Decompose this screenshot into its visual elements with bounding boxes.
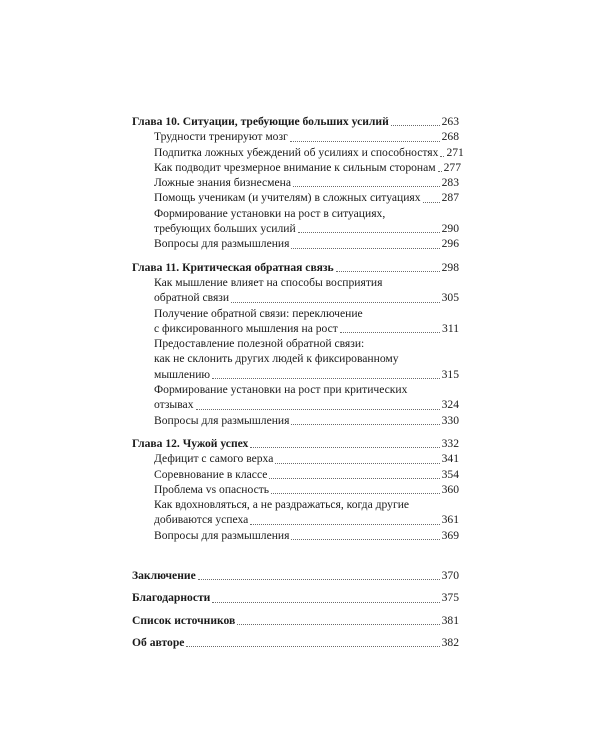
- dot-leader: [269, 478, 439, 479]
- dot-leader: [196, 409, 440, 410]
- page-number: 324: [441, 398, 459, 412]
- page-number: 283: [441, 176, 459, 190]
- toc-item[interactable]: [154, 175, 459, 190]
- item-title: обратной связи: [154, 291, 230, 305]
- item-title-line: как не склонить других людей к фиксированному: [154, 352, 399, 366]
- toc-item[interactable]: [154, 160, 459, 175]
- toc-item[interactable]: [154, 482, 459, 497]
- toc-item[interactable]: [154, 497, 459, 528]
- toc-item[interactable]: [154, 336, 459, 382]
- item-title: добиваются успеха: [154, 513, 249, 527]
- item-title-line: Как вдохновляться, а не раздражаться, когда другие: [154, 498, 410, 512]
- chapter-title: Об авторе: [132, 635, 185, 649]
- dot-leader: [298, 232, 440, 233]
- page-number: 360: [441, 482, 459, 496]
- item-title: Соревнование в классе: [154, 467, 268, 481]
- item-title: Как подводит чрезмерное внимание к сильным сторонам: [154, 160, 436, 174]
- dot-leader: [291, 424, 439, 425]
- item-title: мышлению: [154, 367, 211, 381]
- dot-leader: [186, 646, 439, 647]
- chapter-title: Благодарности: [132, 591, 211, 605]
- dot-leader: [212, 602, 439, 603]
- dot-leader: [250, 447, 439, 448]
- page-number: 268: [441, 130, 459, 144]
- page-number: 290: [441, 222, 459, 236]
- page-number: 296: [441, 237, 459, 251]
- toc-item[interactable]: [154, 275, 459, 306]
- item-title-line: Как мышление влияет на способы восприятия: [154, 275, 383, 289]
- dot-leader: [291, 248, 439, 249]
- item-title: требующих больших усилий: [154, 222, 296, 236]
- page-number: 315: [441, 367, 459, 381]
- page-number: 298: [441, 260, 459, 274]
- toc-chapter-10[interactable]: [132, 114, 459, 129]
- item-title: Помощь ученикам (и учителям) в сложных ситуациях: [154, 191, 421, 205]
- page-number: 305: [441, 291, 459, 305]
- item-title: Дефицит с самого верха: [154, 452, 274, 466]
- page-number: 382: [441, 635, 459, 649]
- page-number: 361: [441, 513, 459, 527]
- toc-item[interactable]: [154, 467, 459, 482]
- dot-leader: [391, 125, 440, 126]
- dot-leader: [340, 332, 440, 333]
- dot-leader: [293, 186, 440, 187]
- item-title-line: Предоставление полезной обратной связи:: [154, 337, 365, 351]
- dot-leader: [250, 524, 439, 525]
- page-number: 381: [441, 613, 459, 627]
- item-title: с фиксированного мышления на рост: [154, 321, 338, 335]
- chapter-title: Заключение: [132, 569, 196, 583]
- item-title: Вопросы для размышления: [154, 413, 290, 427]
- dot-leader: [212, 378, 440, 379]
- toc-sources[interactable]: [132, 613, 459, 628]
- item-title: Проблема vs опасность: [154, 482, 270, 496]
- item-title-line: Получение обратной связи: переключение: [154, 306, 363, 320]
- dot-leader: [290, 141, 440, 142]
- toc-chapter-11[interactable]: [132, 260, 459, 275]
- dot-leader: [440, 156, 444, 157]
- toc-item[interactable]: [154, 145, 464, 160]
- dot-leader: [336, 271, 440, 272]
- page-number: 263: [441, 115, 459, 128]
- toc-item[interactable]: [154, 382, 459, 413]
- page-number: 375: [441, 591, 459, 605]
- toc-chapter-12[interactable]: [132, 436, 459, 451]
- dot-leader: [438, 171, 442, 172]
- toc-item[interactable]: [154, 206, 459, 237]
- dot-leader: [423, 202, 440, 203]
- item-title-line: Формирование установки на рост при критических: [154, 383, 408, 397]
- page-number: 341: [441, 452, 459, 466]
- page-number: 369: [441, 528, 459, 542]
- chapter-title: Глава 10. Ситуации, требующие больших усилий: [132, 115, 389, 128]
- item-title: отзывах: [154, 398, 194, 412]
- item-title: Вопросы для размышления: [154, 237, 290, 251]
- page-number: 370: [441, 569, 459, 583]
- dot-leader: [231, 302, 440, 303]
- item-title: Трудности тренируют мозг: [154, 130, 288, 144]
- dot-leader: [237, 624, 439, 625]
- page-number: 332: [441, 436, 459, 450]
- toc-item[interactable]: [154, 190, 459, 205]
- table-of-contents: [132, 114, 464, 650]
- item-title: Ложные знания бизнесмена: [154, 176, 292, 190]
- toc-item[interactable]: [154, 129, 459, 144]
- page-number: 277: [443, 160, 461, 174]
- toc-item[interactable]: [154, 528, 459, 543]
- item-title: Подпитка ложных убеждений об усилиях и способностях: [154, 145, 439, 159]
- page-number: 354: [441, 467, 459, 481]
- page-number: 311: [442, 321, 459, 335]
- toc-item[interactable]: [154, 306, 459, 337]
- page-number: 271: [446, 145, 464, 159]
- chapter-title: Список источников: [132, 613, 236, 627]
- toc-acknowledgements[interactable]: [132, 590, 459, 605]
- item-title: Вопросы для размышления: [154, 528, 290, 542]
- dot-leader: [291, 539, 439, 540]
- item-title-line: Формирование установки на рост в ситуациях,: [154, 206, 386, 220]
- toc-item[interactable]: [154, 413, 459, 428]
- page-number: 330: [441, 413, 459, 427]
- toc-item[interactable]: [154, 451, 459, 466]
- dot-leader: [271, 493, 440, 494]
- dot-leader: [198, 579, 440, 580]
- page-number: 287: [441, 191, 459, 205]
- dot-leader: [275, 463, 439, 464]
- toc-item[interactable]: [154, 236, 459, 251]
- toc-conclusion[interactable]: [132, 568, 459, 583]
- chapter-title: Глава 11. Критическая обратная связь: [132, 260, 334, 274]
- toc-about-author[interactable]: [132, 635, 459, 650]
- chapter-title: Глава 12. Чужой успех: [132, 436, 249, 450]
